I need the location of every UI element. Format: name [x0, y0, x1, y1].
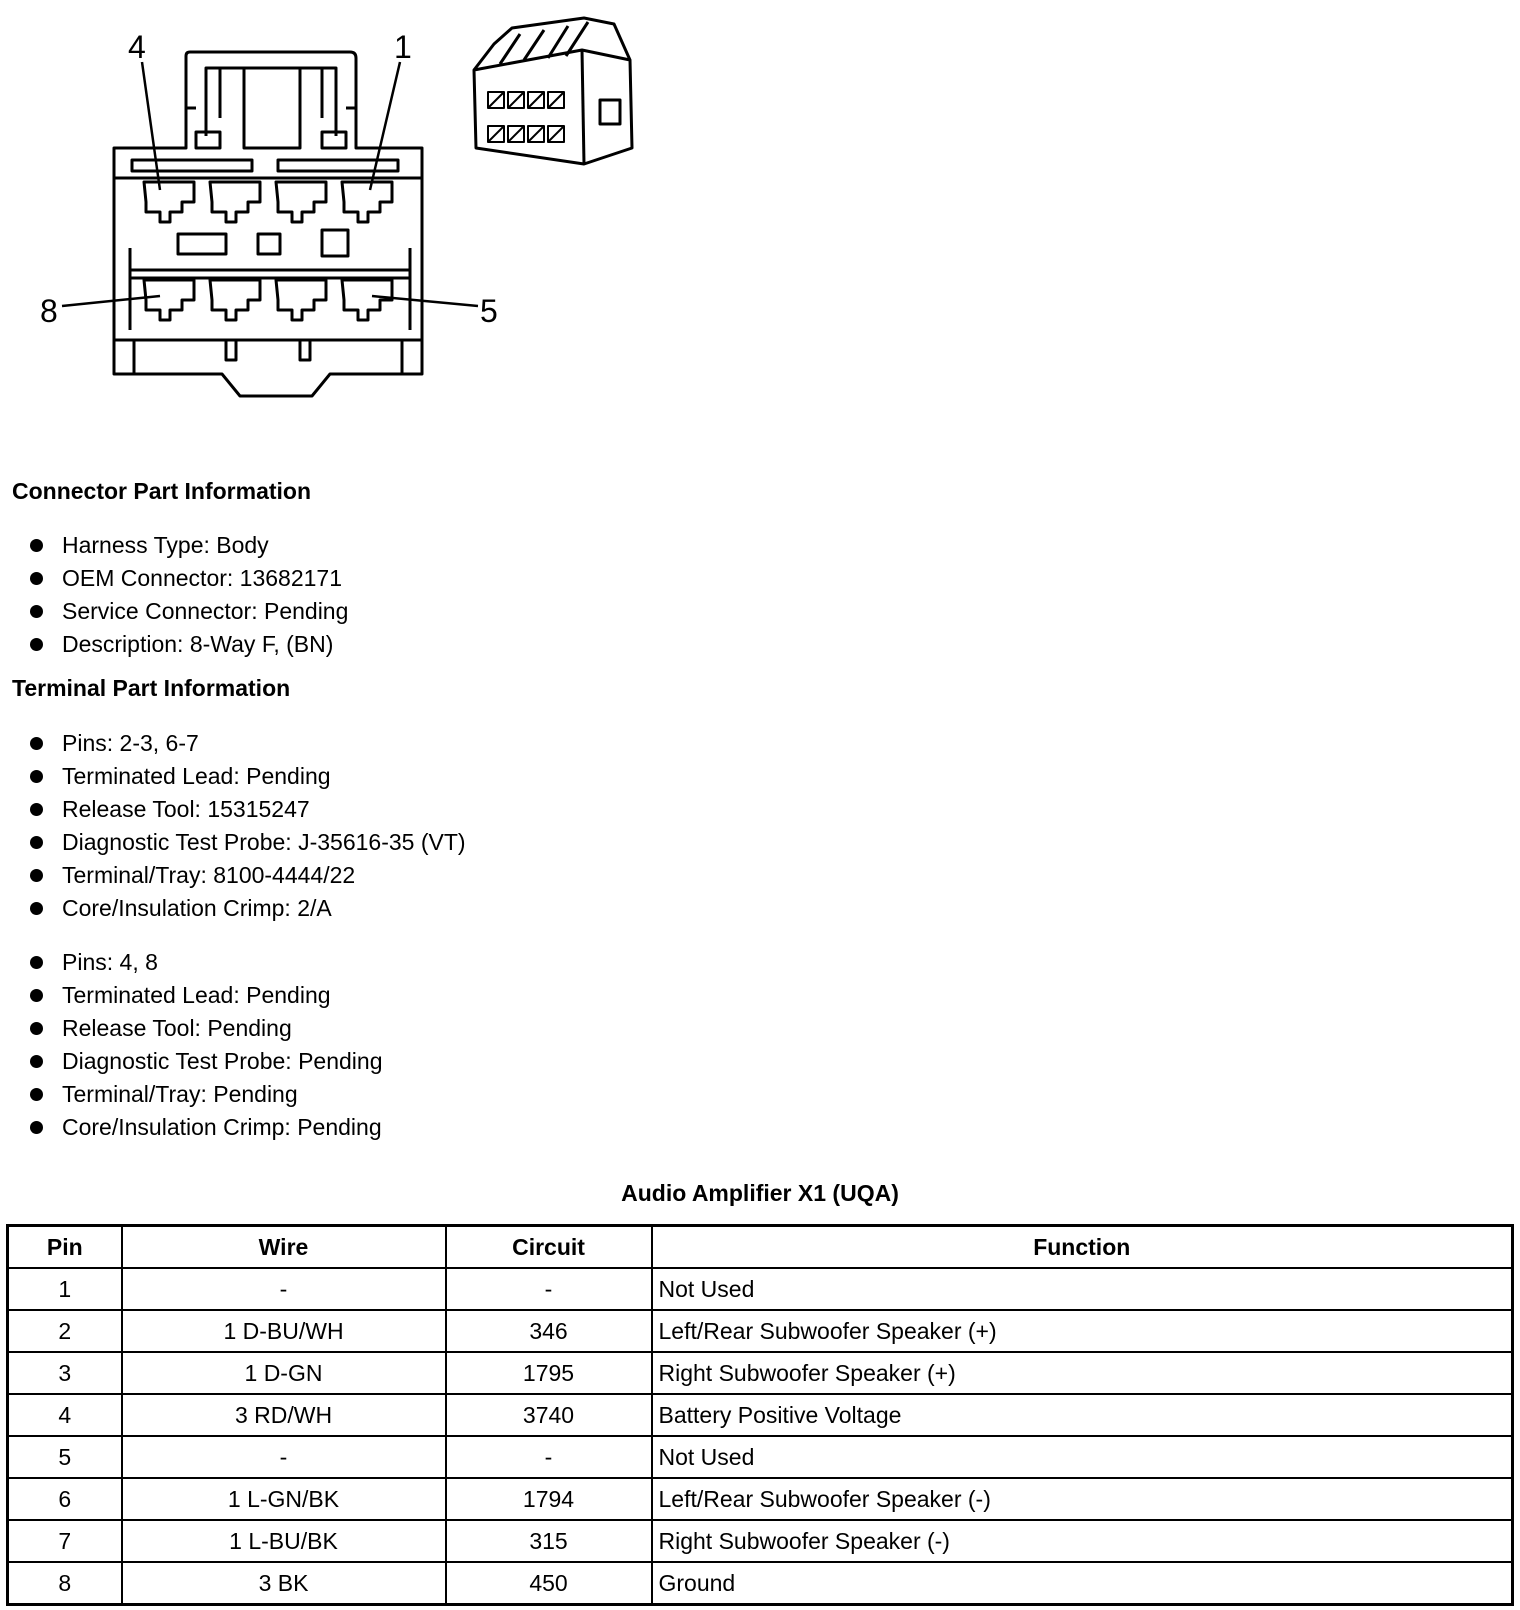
pin-cell: 3	[8, 1352, 122, 1394]
pin-cell: 4	[8, 1394, 122, 1436]
bullet-icon	[30, 1121, 43, 1134]
list-item: Service Connector: Pending	[30, 595, 348, 628]
table-row	[8, 1268, 1513, 1310]
wire-cell: 1 L-GN/BK	[122, 1478, 446, 1520]
connector-diagram	[0, 0, 700, 420]
function-cell: Not Used	[652, 1436, 1513, 1478]
circuit-cell: 1794	[446, 1478, 652, 1520]
list-item: OEM Connector: 13682171	[30, 562, 348, 595]
list-item: Pins: 2-3, 6-7	[30, 727, 466, 760]
list-item: Diagnostic Test Probe: Pending	[30, 1045, 383, 1078]
wire-cell: 1 L-BU/BK	[122, 1520, 446, 1562]
bullet-icon	[30, 638, 43, 651]
list-item: Core/Insulation Crimp: Pending	[30, 1111, 383, 1144]
list-item: Release Tool: Pending	[30, 1012, 383, 1045]
wire-cell: 1 D-BU/WH	[122, 1310, 446, 1352]
bullet-icon	[30, 539, 43, 552]
bullet-icon	[30, 1088, 43, 1101]
table-row	[8, 1394, 1513, 1436]
table-row	[8, 1352, 1513, 1394]
connector-latch	[206, 68, 336, 148]
table-row	[8, 1562, 1513, 1605]
wire-cell: 3 BK	[122, 1562, 446, 1605]
list-item: Description: 8-Way F, (BN)	[30, 628, 348, 661]
column-header-function: Function	[652, 1226, 1513, 1269]
pin-cell: 7	[8, 1520, 122, 1562]
circuit-cell: 315	[446, 1520, 652, 1562]
terminal-info-title: Terminal Part Information	[12, 675, 291, 701]
table-header-row	[8, 1226, 1513, 1269]
connector-face-outline	[114, 52, 422, 396]
list-item: Terminal/Tray: 8100-4444/22	[30, 859, 466, 892]
connector-info-title: Connector Part Information	[12, 478, 312, 504]
wire-cell: 3 RD/WH	[122, 1394, 446, 1436]
circuit-cell: -	[446, 1436, 652, 1478]
bullet-icon	[30, 770, 43, 783]
pin-cell: 2	[8, 1310, 122, 1352]
function-cell: Not Used	[652, 1268, 1513, 1310]
column-header-wire: Wire	[122, 1226, 446, 1269]
upper-cavity-row	[144, 182, 392, 222]
circuit-cell: 1795	[446, 1352, 652, 1394]
wire-cell: -	[122, 1436, 446, 1478]
list-item: Core/Insulation Crimp: 2/A	[30, 892, 466, 925]
pin-cell: 8	[8, 1562, 122, 1605]
terminal-info-list-1	[30, 727, 466, 925]
pinout-table	[6, 1224, 1514, 1606]
table-row	[8, 1520, 1513, 1562]
connector-isometric-view	[474, 18, 632, 164]
table-row	[8, 1478, 1513, 1520]
list-item: Terminated Lead: Pending	[30, 760, 466, 793]
pin-callout-8: 8	[40, 293, 58, 329]
bullet-icon	[30, 572, 43, 585]
pin-cell: 5	[8, 1436, 122, 1478]
wire-cell: -	[122, 1268, 446, 1310]
bullet-icon	[30, 869, 43, 882]
function-cell: Left/Rear Subwoofer Speaker (+)	[652, 1310, 1513, 1352]
circuit-cell: -	[446, 1268, 652, 1310]
bullet-icon	[30, 956, 43, 969]
function-cell: Battery Positive Voltage	[652, 1394, 1513, 1436]
pin-callout-5: 5	[480, 293, 498, 329]
bullet-icon	[30, 1055, 43, 1068]
connector-info-list	[30, 529, 348, 661]
list-item: Release Tool: 15315247	[30, 793, 466, 826]
bullet-icon	[30, 803, 43, 816]
list-item: Harness Type: Body	[30, 529, 348, 562]
bullet-icon	[30, 989, 43, 1002]
table-title: Audio Amplifier X1 (UQA)	[621, 1180, 899, 1206]
lower-cavity-row	[144, 280, 392, 320]
circuit-cell: 346	[446, 1310, 652, 1352]
circuit-cell: 450	[446, 1562, 652, 1605]
column-header-circuit: Circuit	[446, 1226, 652, 1269]
function-cell: Ground	[652, 1562, 1513, 1605]
pin-cell: 6	[8, 1478, 122, 1520]
list-item: Terminated Lead: Pending	[30, 979, 383, 1012]
function-cell: Right Subwoofer Speaker (-)	[652, 1520, 1513, 1562]
list-item: Terminal/Tray: Pending	[30, 1078, 383, 1111]
function-cell: Left/Rear Subwoofer Speaker (-)	[652, 1478, 1513, 1520]
list-item: Pins: 4, 8	[30, 946, 383, 979]
bullet-icon	[30, 737, 43, 750]
table-row	[8, 1436, 1513, 1478]
table-row	[8, 1310, 1513, 1352]
wire-cell: 1 D-GN	[122, 1352, 446, 1394]
pin-cell: 1	[8, 1268, 122, 1310]
bullet-icon	[30, 836, 43, 849]
bullet-icon	[30, 902, 43, 915]
bullet-icon	[30, 605, 43, 618]
function-cell: Right Subwoofer Speaker (+)	[652, 1352, 1513, 1394]
pin-callout-4: 4	[128, 29, 146, 65]
list-item: Diagnostic Test Probe: J-35616-35 (VT)	[30, 826, 466, 859]
circuit-cell: 3740	[446, 1394, 652, 1436]
column-header-pin: Pin	[8, 1226, 122, 1269]
bullet-icon	[30, 1022, 43, 1035]
pin-callout-1: 1	[394, 29, 412, 65]
terminal-info-list-2	[30, 946, 383, 1144]
